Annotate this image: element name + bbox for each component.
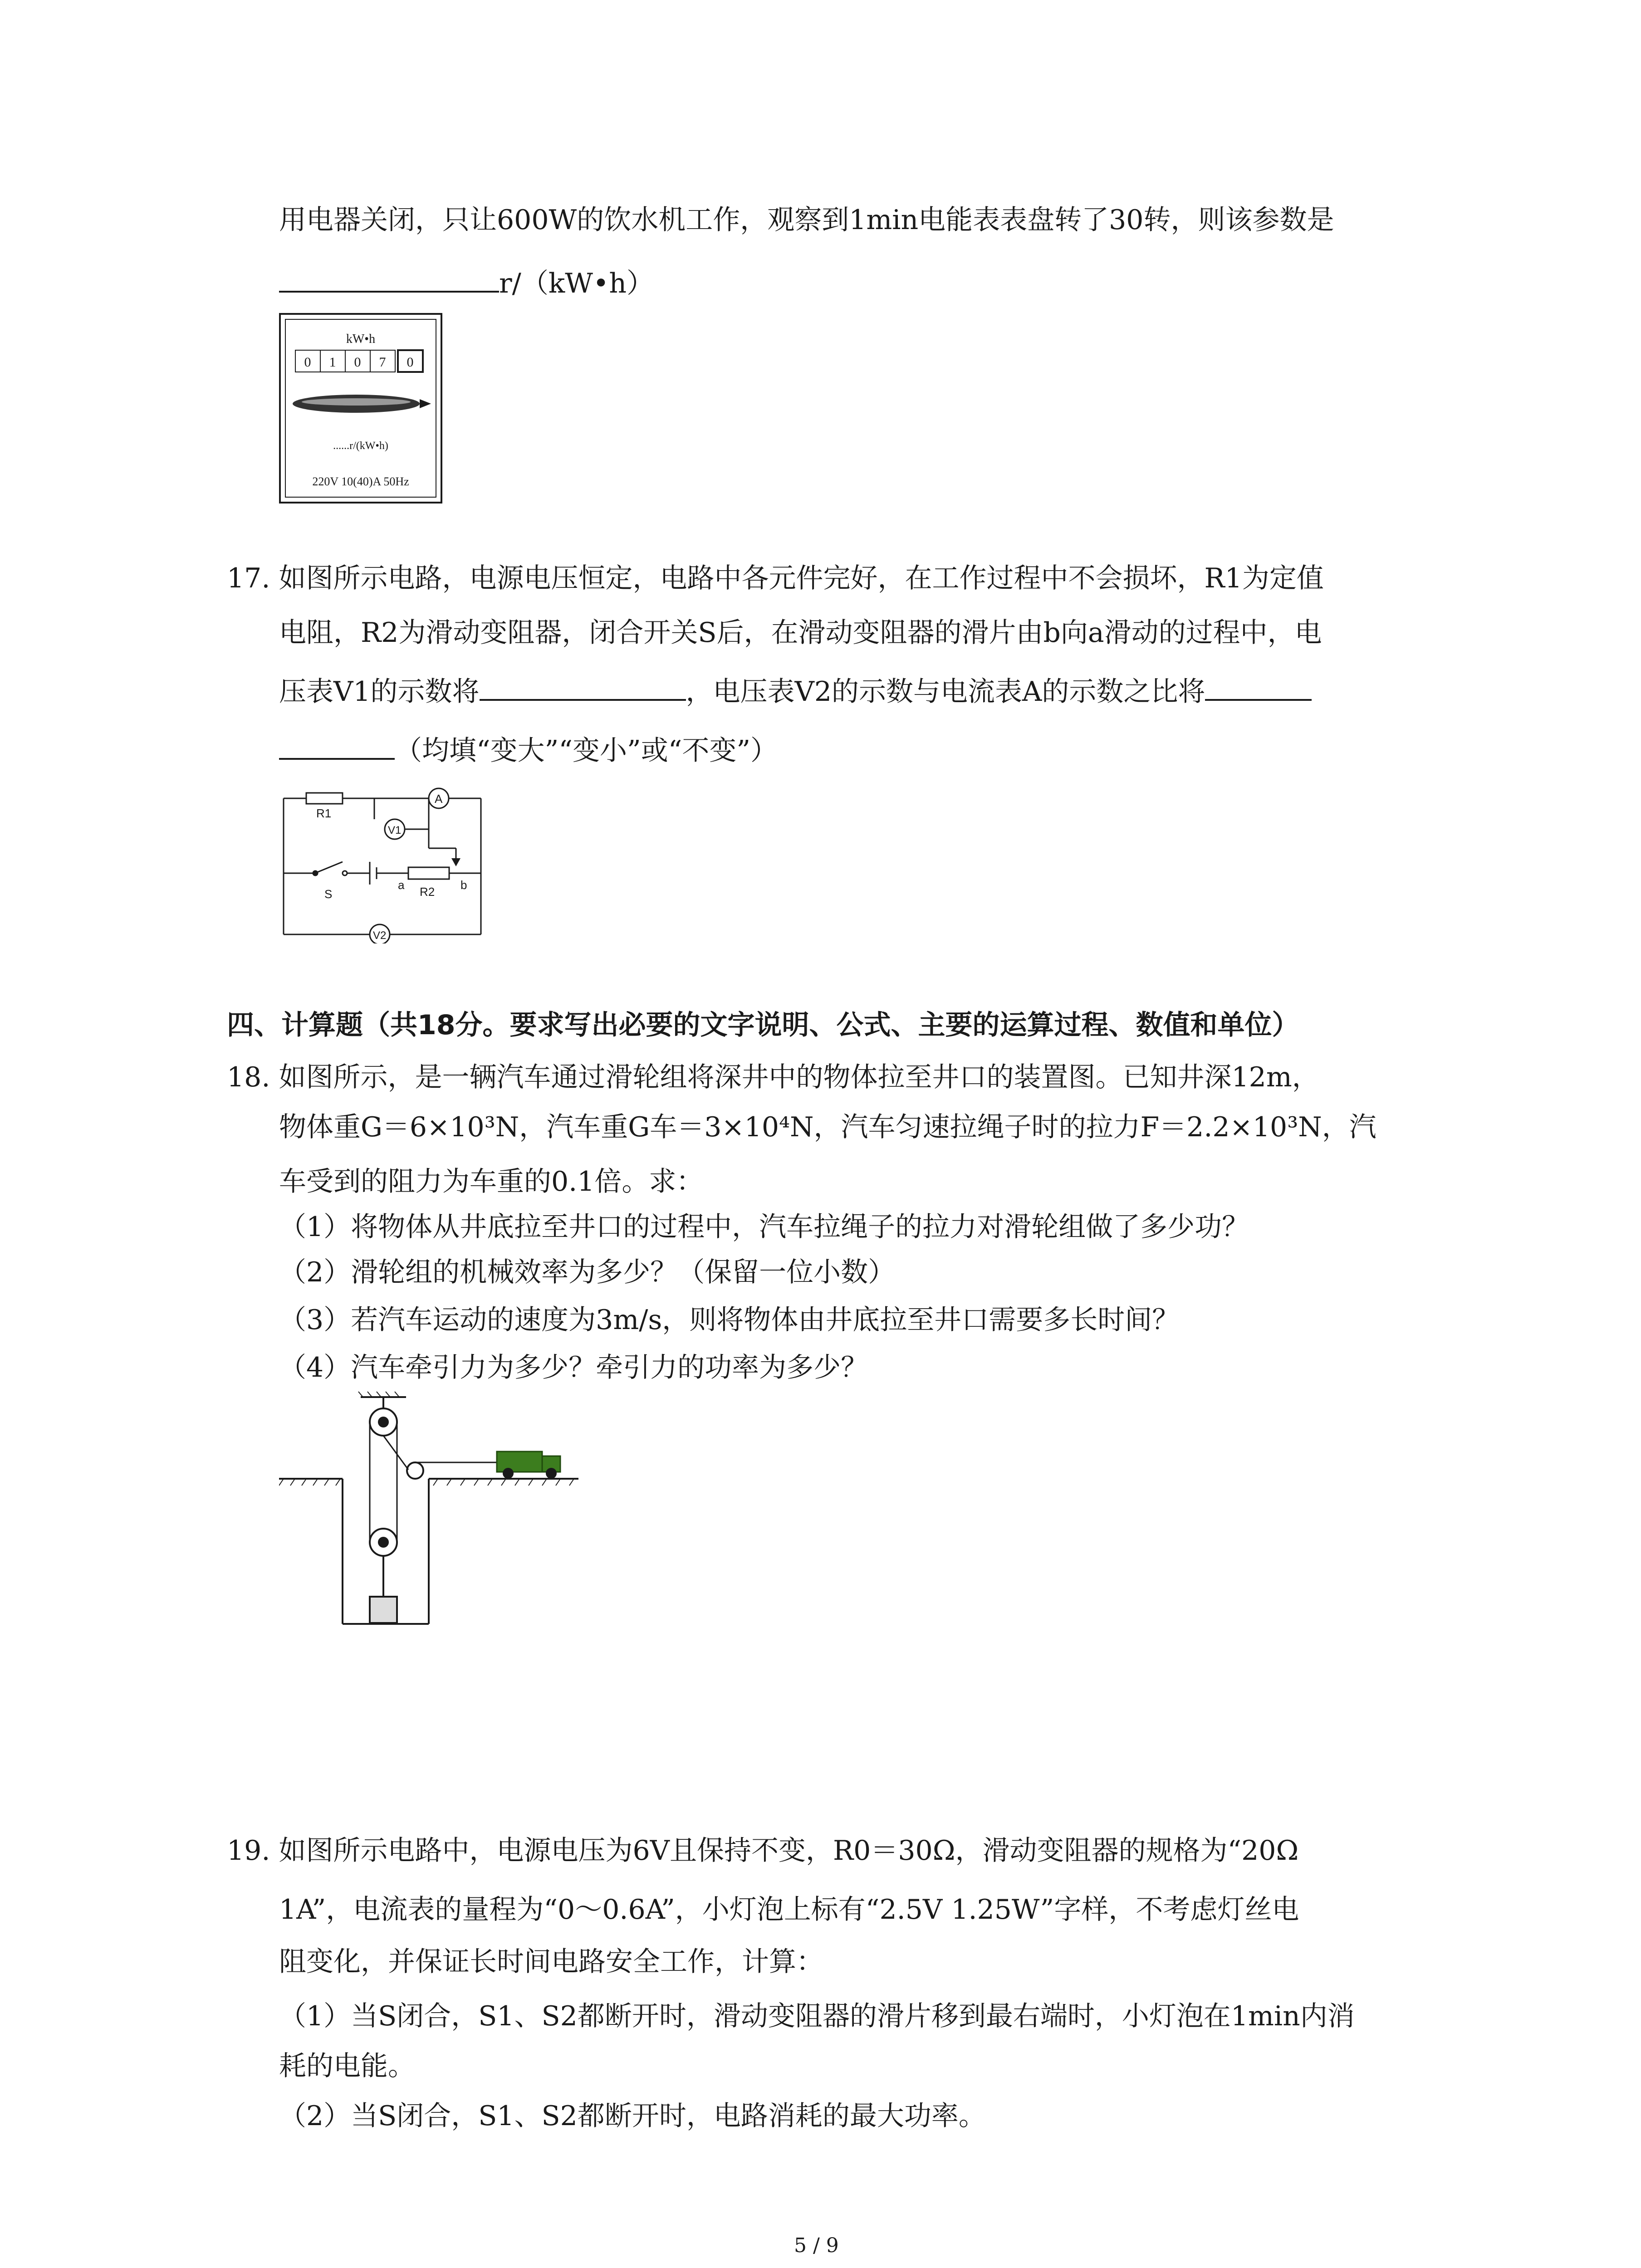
- label-s: S: [324, 887, 333, 901]
- meter-rating: ......r/(kW•h): [333, 440, 388, 452]
- electric-meter-figure: [279, 313, 442, 503]
- q18-text-line1: [227, 1057, 1319, 1098]
- ground-pulley-icon: [407, 1462, 423, 1479]
- meter-spec: 220V 10(40)A 50Hz: [312, 475, 409, 488]
- q18-sub3: （3）若汽车运动的速度为3m/s，则将物体由井底拉至井口需要多长时间？: [279, 1304, 1180, 1336]
- label-a: a: [398, 878, 405, 892]
- q17-text-line2: 电阻，R2为滑动变阻器，闭合开关S后，在滑动变阻器的滑片由b向a滑动的过程中，电: [279, 617, 1322, 649]
- meter-unit-label: kW•h: [346, 332, 376, 346]
- label-r1: R1: [316, 807, 332, 820]
- switch-s-icon: [317, 862, 343, 872]
- q17-text-line4: [279, 730, 778, 771]
- q19-text-line3: 阻变化，并保证长时间电路安全工作，计算：: [279, 1946, 823, 1978]
- q17-line4: （均填“变大”“变小”或“不变”）: [395, 735, 778, 767]
- meter-digit: 0: [407, 355, 414, 370]
- q17-text-line3: [279, 671, 1312, 712]
- meter-digit: 0: [354, 355, 361, 370]
- meter-digit: 1: [329, 355, 336, 370]
- truck-icon: [497, 1452, 560, 1479]
- q17-line3a: 压表V1的示数将: [279, 676, 480, 708]
- q19-text-line1: [227, 1830, 1298, 1871]
- q18-number: 18.: [227, 1061, 270, 1093]
- q17-answer-blank-1[interactable]: [480, 672, 686, 701]
- page-number: 5 / 9: [794, 2234, 839, 2257]
- q16-unit: r/（kW•h）: [499, 268, 654, 299]
- label-v1: V1: [388, 824, 402, 836]
- q19-text-line2: 1A”，电流表的量程为“0～0.6A”，小灯泡上标有“2.5V 1.25W”字样，不考虑灯丝电: [279, 1894, 1299, 1926]
- label-ammeter: A: [435, 792, 443, 806]
- q17-line3b: ，电压表V2的示数与电流表A的示数之比将: [686, 676, 1205, 708]
- meter-disc-icon: [293, 395, 431, 413]
- label-v2: V2: [373, 929, 387, 942]
- q17-text-line1: [227, 558, 1324, 599]
- load-block: [370, 1597, 397, 1623]
- q18-line1: 如图所示，是一辆汽车通过滑轮组将深井中的物体拉至井口的装置图。已知井深12m，: [279, 1061, 1319, 1093]
- q17-line1: 如图所示电路，电源电压恒定，电路中各元件完好，在工作过程中不会损坏，R1为定值: [279, 562, 1324, 594]
- resistor-r2: [408, 867, 449, 879]
- q18-sub4: （4）汽车牵引力为多少？牵引力的功率为多少？: [279, 1352, 868, 1383]
- meter-digit: 7: [379, 355, 386, 370]
- q19-sub2: （2）当S闭合，S1、S2都断开时，电路消耗的最大功率。: [279, 2100, 986, 2132]
- q16-answer-blank[interactable]: [279, 264, 499, 293]
- q19-sub1b: 耗的电能。: [279, 2050, 415, 2082]
- pulley-well-figure: [279, 1388, 583, 1637]
- q16-text-line2: [279, 263, 654, 304]
- q19-number: 19.: [227, 1835, 270, 1867]
- q19-sub1a: （1）当S闭合，S1、S2都断开时，滑动变阻器的滑片移到最右端时，小灯泡在1min内消: [279, 2000, 1355, 2032]
- q17-number: 17.: [227, 562, 270, 594]
- label-b: b: [460, 878, 467, 892]
- resistor-r1: [306, 793, 343, 804]
- q19-line1: 如图所示电路中，电源电压为6V且保持不变，R0＝30Ω，滑动变阻器的规格为“20Ω: [279, 1835, 1299, 1867]
- meter-digit: 0: [304, 355, 311, 370]
- q18-sub1: （1）将物体从井底拉至井口的过程中，汽车拉绳子的拉力对滑轮组做了多少功？: [279, 1211, 1249, 1243]
- q16-text-line1: 用电器关闭，只让600W的饮水机工作，观察到1min电能表表盘转了30转，则该参数是: [279, 204, 1334, 236]
- q18-text-line3: 车受到的阻力为车重的0.1倍。求：: [279, 1166, 704, 1198]
- q18-text-line2: 物体重G＝6×10³N，汽车重G车＝3×10⁴N，汽车匀速拉绳子时的拉力F＝2.2×10³N，汽: [279, 1111, 1376, 1143]
- label-r2: R2: [420, 885, 435, 899]
- q17-circuit-figure: [279, 780, 492, 943]
- section-4-title: 四、计算题（共18分。要求写出必要的文字说明、公式、主要的运算过程、数值和单位）: [227, 1009, 1299, 1041]
- q18-sub2: （2）滑轮组的机械效率为多少？（保留一位小数）: [279, 1256, 896, 1288]
- q17-answer-blank-2a[interactable]: [1205, 672, 1312, 701]
- q17-answer-blank-2b[interactable]: [279, 731, 395, 760]
